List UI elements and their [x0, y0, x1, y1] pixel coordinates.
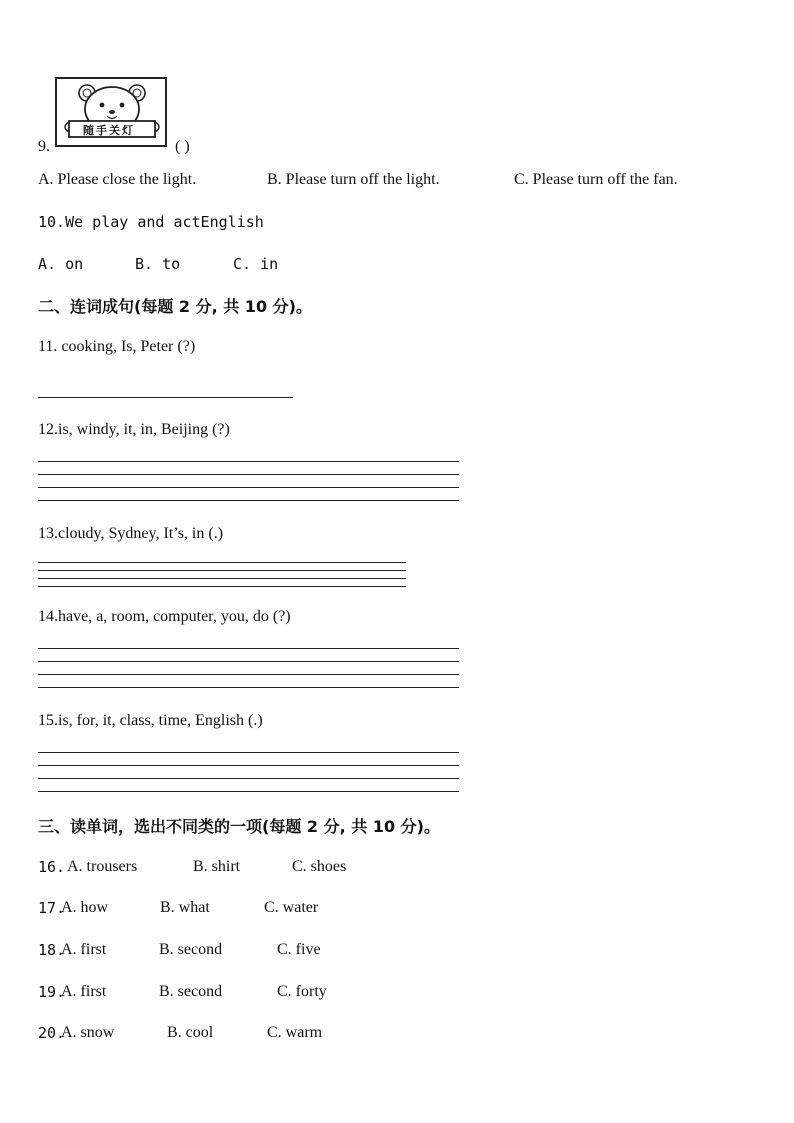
q14-answer-line[interactable] — [38, 661, 459, 662]
q17-option-c: C. water — [264, 899, 319, 916]
q12-answer-line[interactable] — [38, 500, 459, 501]
turn-off-light-sign-image — [55, 77, 167, 147]
q16-option-b: B. shirt — [193, 858, 241, 875]
q12-answer-line[interactable] — [38, 461, 459, 462]
q13-prompt: 13.cloudy, Sydney, It’s, in (.) — [38, 525, 224, 542]
q14-prompt: 14.have, a, room, computer, you, do (?) — [38, 608, 291, 625]
q10-option-a: A. on — [38, 255, 84, 273]
section3-heading: 三、读单词，选出不同类的一项(每题 2 分, 共 10 分)。 — [38, 817, 440, 836]
q18-option-c: C. five — [277, 941, 321, 958]
q12-answer-line[interactable] — [38, 487, 459, 488]
q20-number: 20. — [38, 1024, 66, 1042]
q14-answer-line[interactable] — [38, 674, 459, 675]
q13-answer-line[interactable] — [38, 578, 406, 579]
q12-answer-line[interactable] — [38, 474, 459, 475]
q13-answer-line[interactable] — [38, 586, 406, 587]
q9-answer-blank: ( ) — [175, 138, 190, 155]
q19-option-a: A. first — [61, 983, 107, 1000]
q11-prompt: 11. cooking, Is, Peter (?) — [38, 338, 196, 355]
q15-answer-line[interactable] — [38, 752, 459, 753]
q10-option-c: C. in — [233, 255, 279, 273]
q14-answer-line[interactable] — [38, 687, 459, 688]
q9-option-a: A. Please close the light. — [38, 171, 197, 188]
sign-caption: 随手关灯 — [83, 124, 135, 137]
q20-option-a: A. snow — [61, 1024, 115, 1041]
q16-number: 16. — [38, 858, 66, 876]
q15-answer-line[interactable] — [38, 791, 459, 792]
q20-option-b: B. cool — [167, 1024, 214, 1041]
q14-answer-line[interactable] — [38, 648, 459, 649]
q9-option-b: B. Please turn off the light. — [267, 171, 440, 188]
q17-number: 17. — [38, 899, 66, 917]
q13-answer-line[interactable] — [38, 562, 406, 563]
q16-option-a: A. trousers — [67, 858, 138, 875]
q18-option-b: B. second — [159, 941, 223, 958]
q19-number: 19. — [38, 983, 66, 1001]
q18-option-a: A. first — [61, 941, 107, 958]
q17-option-b: B. what — [160, 899, 210, 916]
q15-answer-line[interactable] — [38, 778, 459, 779]
q9-option-c: C. Please turn off the fan. — [514, 171, 678, 188]
q10-stem: 10.We play and actEnglish — [38, 213, 264, 231]
q16-option-c: C. shoes — [292, 858, 347, 875]
q12-prompt: 12.is, windy, it, in, Beijing (?) — [38, 421, 230, 438]
q15-prompt: 15.is, for, it, class, time, English (.) — [38, 712, 263, 729]
q17-option-a: A. how — [61, 899, 109, 916]
q11-answer-line[interactable] — [38, 397, 293, 398]
section2-heading: 二、连词成句(每题 2 分, 共 10 分)。 — [38, 297, 312, 316]
q19-option-b: B. second — [159, 983, 223, 1000]
q18-number: 18. — [38, 941, 66, 959]
q19-option-c: C. forty — [277, 983, 327, 1000]
q9-number: 9. — [38, 138, 50, 155]
q13-answer-line[interactable] — [38, 570, 406, 571]
q15-answer-line[interactable] — [38, 765, 459, 766]
q10-option-b: B. to — [135, 255, 181, 273]
q20-option-c: C. warm — [267, 1024, 323, 1041]
